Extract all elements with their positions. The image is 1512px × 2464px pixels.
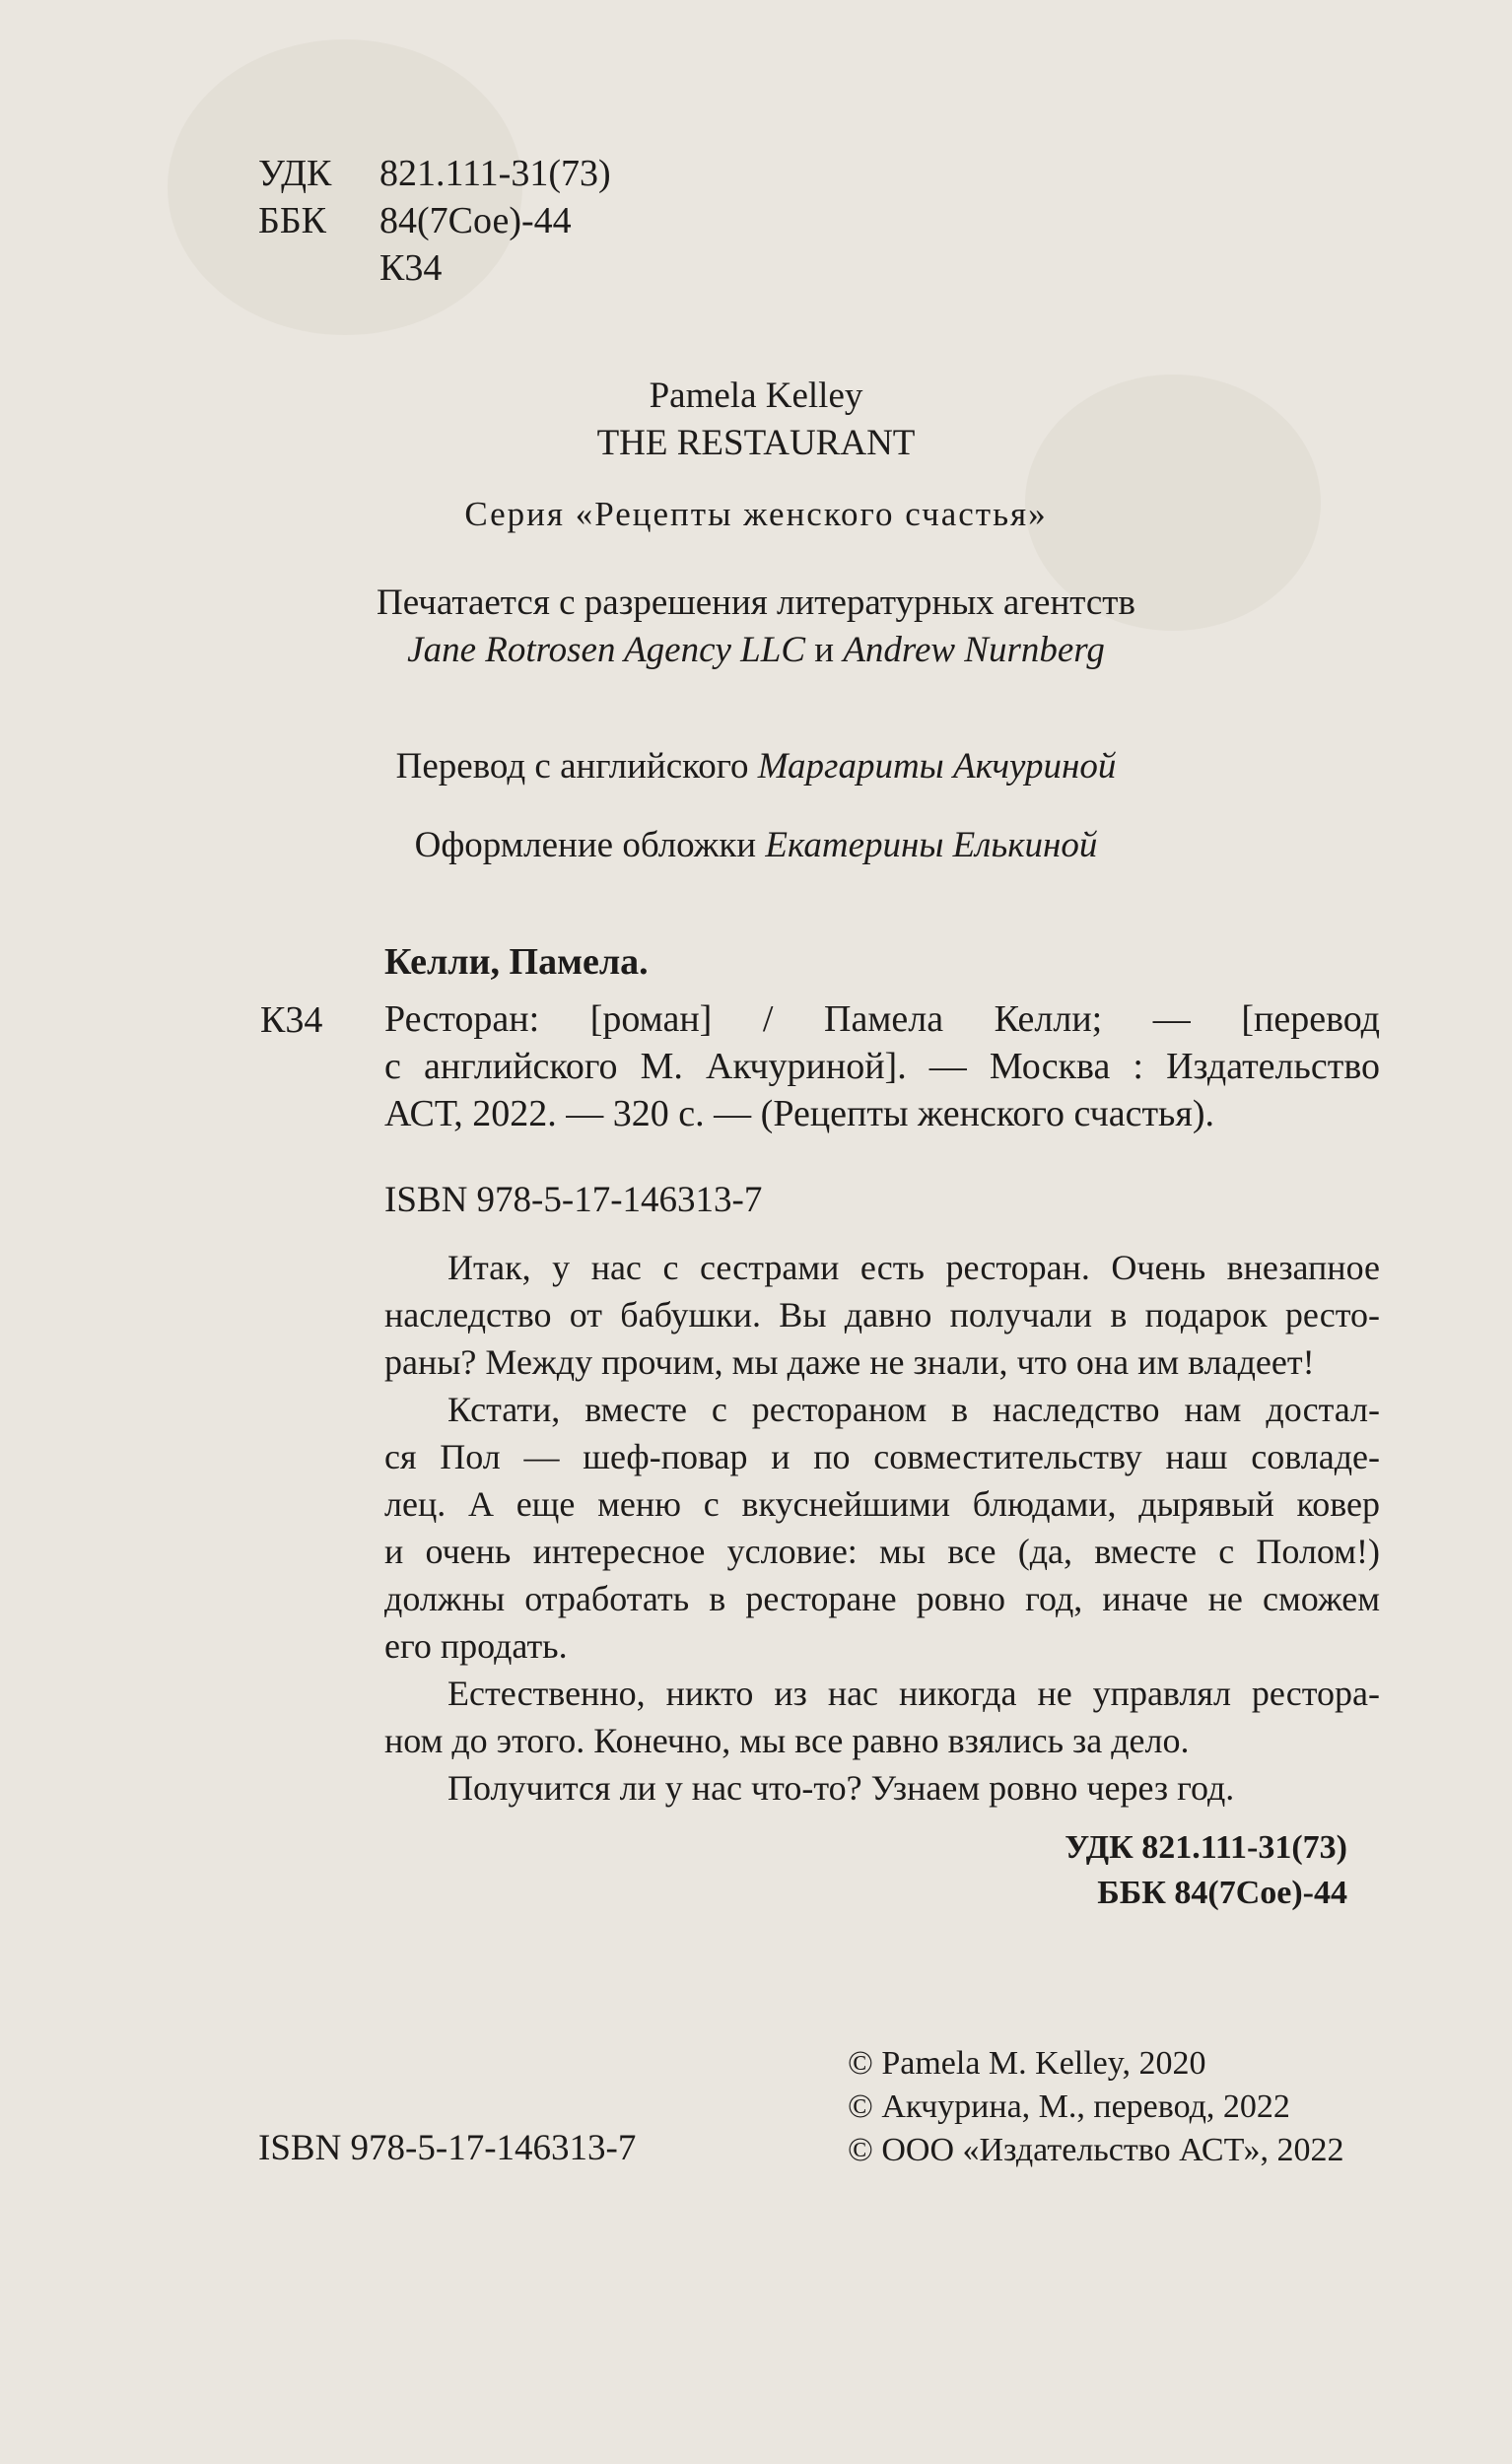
copyright-line: © Pamela M. Kelley, 2020 bbox=[848, 2045, 1206, 2082]
annotation-line: Кстати, вместе с рестораном в наследство нам достал- bbox=[447, 1390, 1380, 1429]
annotation-line: должны отработать в ресторане ровно год, иначе не сможем bbox=[384, 1579, 1380, 1618]
udk-classification: УДК 821.111-31(73) bbox=[1065, 1829, 1347, 1866]
license-block bbox=[0, 580, 1512, 674]
agency-name: Andrew Nurnberg bbox=[843, 630, 1105, 670]
annotation-line: лец. А еще меню с вкуснейшими блюдами, дырявый ковер bbox=[384, 1484, 1380, 1524]
annotation-line: раны? Между прочим, мы даже не знали, что она им владеет! bbox=[384, 1342, 1315, 1382]
code-key: УДК bbox=[258, 153, 332, 194]
translator-name: Маргариты Акчуриной bbox=[757, 746, 1117, 787]
agency-name: Jane Rotrosen Agency LLC bbox=[407, 630, 806, 670]
bbk-code bbox=[258, 197, 611, 244]
copyright-block bbox=[848, 2042, 1344, 2172]
udk-code bbox=[258, 150, 611, 197]
annotation-line: ся Пол — шеф-повар и по совместительству наш совладе- bbox=[384, 1437, 1380, 1476]
copyright-line: © ООО «Издательство АСТ», 2022 bbox=[848, 2132, 1344, 2168]
classification-block bbox=[1065, 1825, 1347, 1916]
annotation-line: наследство от бабушки. Вы давно получали в подарок ресто- bbox=[384, 1295, 1380, 1335]
bbk-classification: ББК 84(7Сое)-44 bbox=[1097, 1875, 1347, 1911]
cover-design-line bbox=[0, 824, 1512, 866]
entry-heading: Келли, Памела. bbox=[384, 941, 649, 983]
entry-code: К34 bbox=[260, 999, 323, 1041]
author-mark bbox=[258, 244, 611, 292]
annotation bbox=[384, 1244, 1380, 1812]
code-key: ББК bbox=[258, 200, 326, 241]
entry-isbn: ISBN 978-5-17-146313-7 bbox=[384, 1180, 763, 1220]
biblio-line: с английского М. Акчуриной]. — Москва : Издательство bbox=[384, 1046, 1380, 1087]
original-author: Pamela Kelley bbox=[649, 376, 863, 416]
biblio-line: АСТ, 2022. — 320 с. — (Рецепты женского счастья). bbox=[384, 1093, 1215, 1134]
annotation-line: Естественно, никто из нас никогда не управлял рестора- bbox=[447, 1674, 1380, 1713]
catalog-codes bbox=[258, 150, 611, 292]
bottom-isbn: ISBN 978-5-17-146313-7 bbox=[258, 2128, 637, 2168]
copyright-line: © Акчурина, М., перевод, 2022 bbox=[848, 2088, 1290, 2125]
code-value: К34 bbox=[379, 247, 443, 289]
original-title: THE RESTAURANT bbox=[596, 423, 916, 463]
annotation-paragraph bbox=[384, 1764, 1380, 1812]
code-value: 84(7Сое)-44 bbox=[379, 200, 572, 241]
annotation-line: и очень интересное условие: мы все (да, вместе с Полом!) bbox=[384, 1532, 1380, 1571]
conjunction: и bbox=[814, 630, 835, 670]
annotation-line: ном до этого. Конечно, мы все равно взялись за дело. bbox=[384, 1721, 1190, 1760]
translator-prefix: Перевод с английского bbox=[395, 746, 749, 787]
annotation-line: Получится ли у нас что-то? Узнаем ровно через год. bbox=[447, 1768, 1235, 1808]
cover-prefix: Оформление обложки bbox=[414, 825, 757, 865]
bibliographic-description bbox=[384, 995, 1380, 1137]
license-text: Печатается с разрешения литературных агентств bbox=[377, 582, 1135, 623]
code-value: 821.111-31(73) bbox=[379, 153, 611, 194]
annotation-paragraph bbox=[384, 1244, 1380, 1386]
series-line: Серия «Рецепты женского счастья» bbox=[464, 495, 1048, 533]
annotation-paragraph bbox=[384, 1670, 1380, 1764]
biblio-line: Ресторан: [роман] / Памела Келли; — [перевод bbox=[384, 998, 1380, 1040]
annotation-paragraph bbox=[384, 1386, 1380, 1670]
annotation-line: Итак, у нас с сестрами есть ресторан. Очень внезапное bbox=[447, 1248, 1380, 1287]
license-agencies bbox=[0, 627, 1512, 674]
annotation-line: его продать. bbox=[384, 1626, 568, 1666]
translator-line bbox=[0, 745, 1512, 787]
cover-designer-name: Екатерины Елькиной bbox=[765, 825, 1098, 865]
